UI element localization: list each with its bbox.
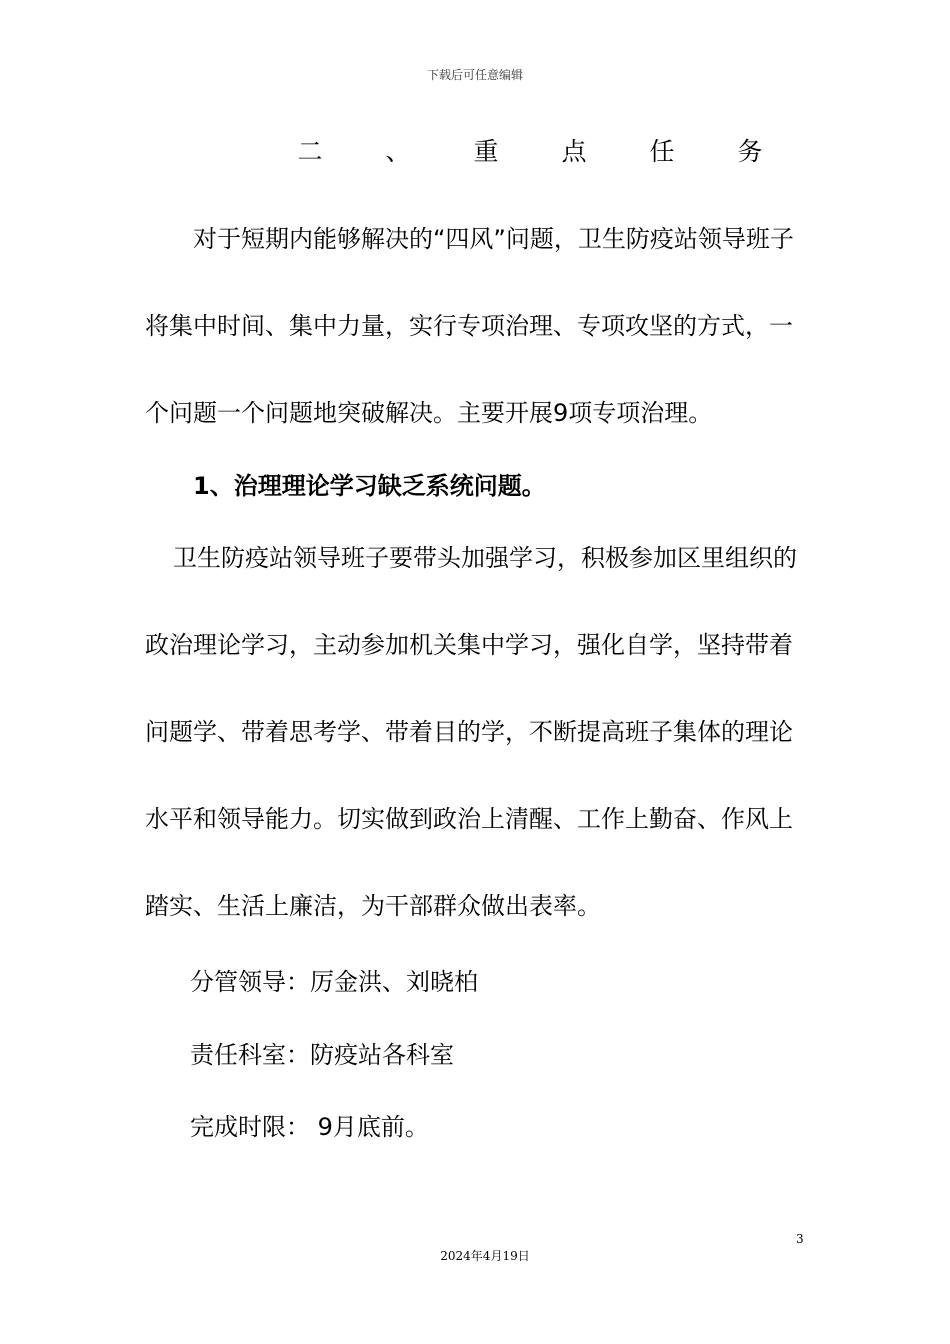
footer-date: 2024年4月19日 [440,1249,530,1263]
section-title-char: 二 [297,137,323,166]
section-title [290,132,770,168]
section-title-char: 重 [473,137,499,166]
responsible-department-line: 责任科室：防疫站各科室 [190,1041,454,1069]
section-title-char: 、 [385,137,411,166]
section-title-char: 任 [649,137,675,166]
section-title-char: 点 [561,137,587,166]
intro-paragraph: 对于短期内能够解决的“四风”问题，卫生防疫站领导班子将集中时间、集中力量，实行专项治理、专项攻坚的方式，一个问题一个问题地突破解决。主要开展9项专项治理。 [145,225,794,427]
item-1-paragraph: 卫生防疫站领导班子要带头加强学习，积极参加区里组织的政治理论学习，主动参加机关集中学习，强化自学，坚持带着问题学、带着思考学、带着目的学，不断提高班子集体的理论水平和领导能力。切实做到政治上清醒、工作上勤奋、作风上踏实、生活上廉洁，为干部群众做出表率。 [145,544,797,920]
page-number: 3 [796,1232,804,1246]
deadline-line: 完成时限： 9月底前。 [190,1113,429,1141]
item-1-heading: 1、治理理论学习缺乏系统问题。 [193,472,546,500]
page-header-note: 下载后可任意编辑 [426,68,523,82]
responsible-leader-line: 分管领导：厉金洪、刘晓柏 [190,968,478,996]
section-title-char: 务 [737,137,763,166]
